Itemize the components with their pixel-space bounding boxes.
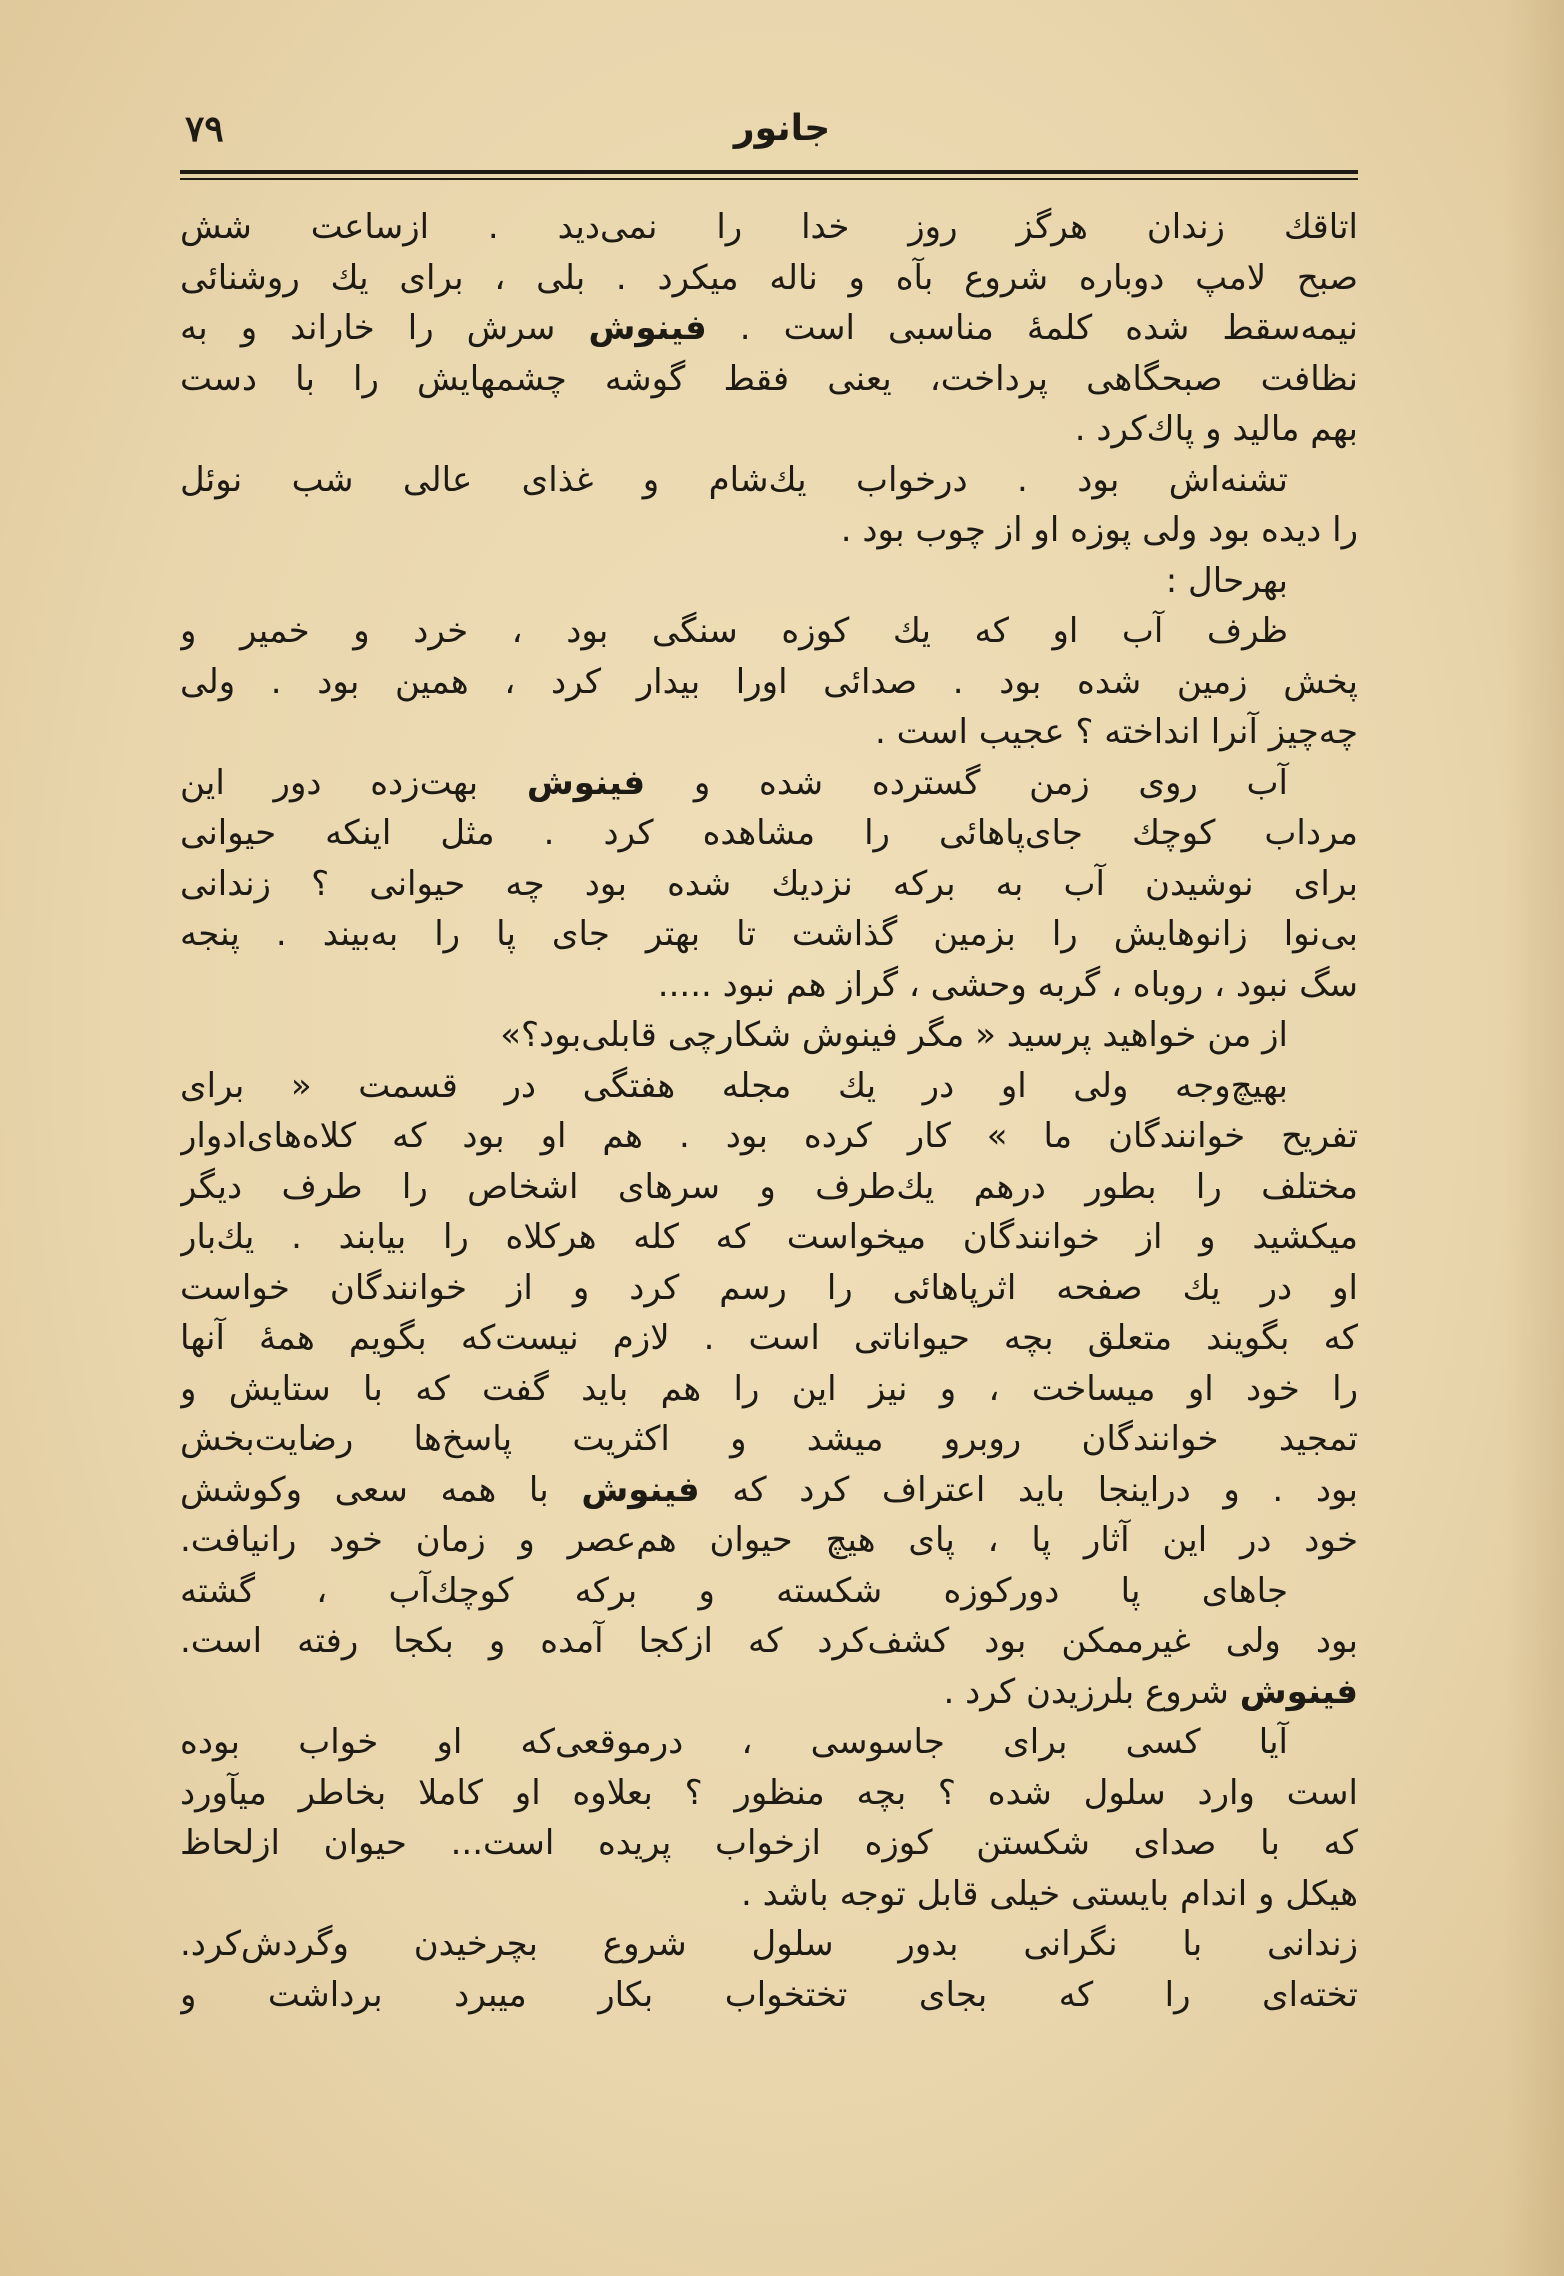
header-rule-thin (180, 178, 1358, 180)
text-line: را دیده بود ولی پوزه او از چوب بود . (840, 510, 1358, 550)
text-line: تخته‌ای را که بجای تختخواب بکار میبرد برداشت و (180, 1974, 1358, 2015)
page-number: ۷۹ (185, 108, 224, 150)
text-line: تشنه‌اش بود . درخواب یك‌شام و غذای عالی شب نوئل (180, 459, 1288, 500)
text-line: بی‌نوا زانوهایش را بزمین گذاشت تا بهتر جای پا را به‌بیند . پنجه (180, 914, 1358, 954)
text-line: که بگویند متعلق بچه حیواناتی است . لازم نیست‌که بگویم همهٔ آنها (180, 1318, 1358, 1358)
text-line: چه‌چیز آنرا انداخته ؟ عجیب است . (874, 712, 1358, 752)
text-line: از من خواهید پرسید « مگر فینوش شکارچی قابلی‌بود؟» (500, 1015, 1288, 1055)
text-line: را خود او میساخت ، و نیز این را هم باید گفت که با ستایش و (180, 1368, 1358, 1409)
text-line: بهرحال : (1165, 560, 1288, 601)
text-line: نیمه‌سقط شده کلمهٔ مناسبی است . فینوش سرش را خاراند و به (180, 308, 1358, 348)
text-line: بود . و دراینجا باید اعتراف کرد که فینوش با همه سعی وکوشش (180, 1469, 1358, 1510)
text-line: بهیچ‌وجه ولی او در یك مجله هفتگی در قسمت « برای (180, 1065, 1288, 1106)
text-line: صبح لامپ دوباره شروع بآه و ناله میکرد . بلی ، برای یك روشنائی (180, 257, 1358, 298)
text-line: بهم مالید و پاك‌کرد . (1074, 409, 1358, 449)
running-title: جانور (733, 108, 831, 149)
text-line: پخش زمین شده بود . صدائی اورا بیدار کرد ، همین بود . ولی (180, 661, 1358, 702)
character-name: فینوش (581, 1469, 700, 1510)
page-edge-shadow (1504, 0, 1564, 2276)
body-text (180, 202, 1358, 2020)
text-line: مرداب کوچك جای‌پاهائی را مشاهده کرد . مثل اینکه حیوانی (180, 813, 1358, 853)
text-line: تفریح خوانندگان ما » کار کرده بود . هم او بود که کلاه‌های‌ادوار (180, 1116, 1358, 1156)
text-line: خود در این آثار پا ، پای هیچ حیوان هم‌عصر و زمان خود رانیافت. (180, 1520, 1358, 1560)
text-line: که با صدای شکستن کوزه ازخواب پریده است... حیوان ازلحاظ (180, 1823, 1358, 1863)
text-line: جاهای پا دورکوزه شکسته و برکه کوچك‌آب ، گشته (180, 1570, 1288, 1611)
text-line: مختلف را بطور درهم یك‌طرف و سرهای اشخاص را طرف دیگر (180, 1166, 1358, 1207)
text-line: زندانی با نگرانی بدور سلول شروع بچرخیدن وگردش‌کرد. (180, 1924, 1358, 1964)
text-line: تمجید خوانندگان روبرو میشد و اکثریت پاسخ‌ها رضایت‌بخش (180, 1419, 1358, 1459)
text-line: است وارد سلول شده ؟ بچه منظور ؟ بعلاوه او کاملا بخاطر میآورد (180, 1772, 1358, 1813)
text-line: او در یك صفحه اثرپاهائی را رسم کرد و از خوانندگان خواست (180, 1267, 1358, 1308)
text-line: بود ولی غیرممکن بود کشف‌کرد که ازکجا آمده و بکجا رفته است. (180, 1621, 1358, 1661)
text-line: سگ نبود ، روباه ، گربه وحشی ، گراز هم نبود ..... (657, 964, 1358, 1005)
header-rule-thick (180, 170, 1358, 174)
text-line: آیا کسی برای جاسوسی ، درموقعی‌که او خواب بوده (180, 1722, 1288, 1762)
text-line: فینوش شروع بلرزیدن کرد . (943, 1671, 1358, 1712)
text-line: نظافت صبحگاهی پرداخت، یعنی فقط گوشه چشمهایش را با دست (180, 358, 1358, 399)
text-line: هیکل و اندام بایستی خیلی قابل توجه باشد . (741, 1873, 1358, 1914)
character-name: فینوش (588, 308, 707, 348)
text-line: اتاقك زندان هرگز روز خدا را نمی‌دید . ازساعت شش (180, 207, 1358, 247)
text-line: آب روی زمن گسترده شده و فینوش بهت‌زده دور این (180, 762, 1288, 803)
character-name: فینوش (526, 762, 646, 803)
text-line: برای نوشیدن آب به برکه نزدیك شده بود چه حیوانی ؟ زندانی (180, 863, 1358, 904)
character-name: فینوش (1239, 1671, 1358, 1712)
text-line: میکشید و از خوانندگان میخواست که کله هرکلاه را بیابند . یك‌بار (180, 1217, 1358, 1257)
text-line: ظرف آب او که یك کوزه سنگی بود ، خرد و خمیر و (180, 611, 1288, 651)
